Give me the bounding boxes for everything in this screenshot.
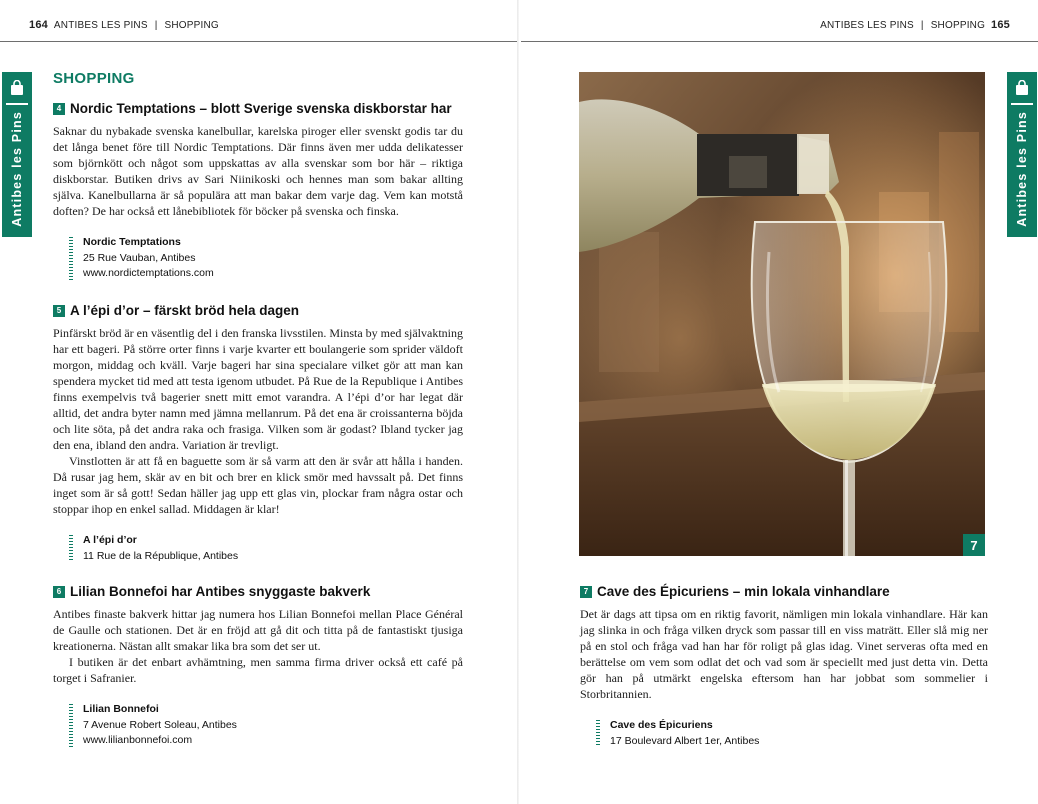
info-web-link[interactable]: www.nordictemptations.com	[83, 267, 214, 279]
section-title: SHOPPING	[53, 70, 135, 87]
running-head-right	[820, 19, 1010, 31]
photo-number-badge: 7	[963, 534, 985, 556]
header-section: ANTIBES LES PINS	[820, 20, 914, 31]
entry-heading	[580, 584, 988, 599]
header-rule	[0, 41, 517, 42]
info-block	[69, 235, 463, 282]
entry-nordic-temptations	[53, 101, 463, 282]
tab-label: Antibes les Pins	[1015, 111, 1029, 227]
entry-number-badge: 4	[53, 103, 65, 115]
entry-heading	[53, 303, 463, 318]
tab-divider	[6, 103, 28, 105]
header-separator: |	[154, 20, 158, 31]
info-address: 17 Boulevard Albert 1er, Antibes	[610, 734, 760, 747]
info-block	[69, 702, 463, 749]
entry-body	[53, 123, 463, 219]
paragraph: Det är dags att tipsa om en riktig favorit, nämligen min lokala vinhandlare. Här kan jag slinka in och fråga vilken dryck som passar till en viss maträtt. Eller slå mig ner på en stol och fråga vad han har för roligt på glas idag. Vinet serveras ofta med en berättelse om vem som odlat det och vad som är speciellt med just detta vin. Detta gör han på utmärkt engelska eftersom han har jobbat som sommelier i Storbritannien.	[580, 607, 988, 701]
entry-cave-des-epicuriens	[580, 584, 988, 749]
info-web-link[interactable]: www.lilianbonnefoi.com	[83, 734, 193, 746]
entry-title: Nordic Temptations – blott Sverige svenska diskborstar har	[70, 101, 452, 116]
header-category: SHOPPING	[164, 20, 219, 31]
paragraph: Pinfärskt bröd är en väsentlig del i den franska livsstilen. Minsta by med självaktning har ett bageri. På större orter finns i varje kvarter ett boulangerie som sprider väldoft morgon, middag och kväll. Varje bageri har sina specialare vilket gör att man kan spendera mycket tid med att testa igenom utbudet. På Rue de la Republique i Antibes finns exempelvis två bagerier snett mitt emot varandra. A l’épi d’or har legat där alltid, det andra byter namn med jämna mellanrum. På det ena är croissanterna böjda och lite söta, på det andra raka och frasiga. Vilken som är godast? Ibland tycker jag den ena, ibland den andra. Variation är trevligt.	[53, 326, 463, 452]
paragraph: Saknar du nybakade svenska kanelbullar, karelska piroger eller svenskt godis tar du det långa benet före till Nordic Temptations. Där finns även mer udda delikatesser som björnkött och något som uppskattas av alla svenskar som bor här – riktiga diskborstar. Butiken drivs av Sari Niinikoski och hennes man som bakar allting själva. Kanelbullarna är så populära att man bakar dem varje dag. Vem kan motstå doften? De har också ett lånebibliotek för böcker på svenska och finska.	[53, 124, 463, 218]
shopping-bag-icon	[1011, 77, 1033, 99]
entry-number-badge: 5	[53, 305, 65, 317]
paragraph: Antibes finaste bakverk hittar jag numera hos Lilian Bonnefoi mellan Place Général de Gaulle och stationen. Det är en fröjd att gå dit och titta på de fantastiskt tjusiga kreationerna. Nästan allt smakar lika bra som det ser ut.	[53, 607, 463, 653]
header-category: SHOPPING	[930, 20, 986, 31]
entry-title: Lilian Bonnefoi har Antibes snyggaste bakverk	[70, 584, 371, 599]
info-address: 7 Avenue Robert Soleau, Antibes	[83, 718, 237, 731]
wine-pour-photo	[579, 72, 985, 556]
entry-heading	[53, 101, 463, 116]
header-separator: |	[920, 20, 924, 31]
entry-heading	[53, 584, 463, 599]
running-head-left	[29, 19, 219, 31]
page-number: 164	[29, 19, 48, 31]
info-name: A l’épi d’or	[83, 534, 137, 546]
info-block	[69, 533, 463, 564]
entry-title: Cave des Épicuriens – min lokala vinhandlare	[597, 584, 890, 599]
entry-number-badge: 6	[53, 586, 65, 598]
header-section: ANTIBES LES PINS	[53, 20, 148, 31]
paragraph: Vinstlotten är att få en baguette som är så varm att den är svår att hålla i handen. Då rusar jag hem, skär av en bit och brer en klick smör med havssalt på. Det finns inget som är så gott! Sedan häller jag upp ett glas vin, plockar fram några ostar och stoppar ihop en enkel sallad. Middagen är klar!	[53, 454, 463, 516]
info-address: 25 Rue Vauban, Antibes	[83, 251, 196, 264]
shopping-bag-icon	[6, 77, 28, 99]
entry-a-lepi-dor	[53, 303, 463, 564]
entry-lilian-bonnefoi	[53, 584, 463, 749]
info-name: Nordic Temptations	[83, 236, 181, 248]
header-rule	[521, 41, 1038, 42]
tab-label: Antibes les Pins	[10, 111, 24, 227]
entry-body	[53, 606, 463, 686]
side-tab-right	[1007, 72, 1037, 237]
info-address: 11 Rue de la République, Antibes	[83, 549, 239, 562]
side-tab-left	[2, 72, 32, 237]
entry-body	[53, 325, 463, 517]
entry-title: A l’épi d’or – färskt bröd hela dagen	[70, 303, 300, 318]
page-number: 165	[991, 19, 1010, 31]
paragraph: I butiken är det enbart avhämtning, men samma firma driver också ett café på torget i Safranier.	[53, 655, 463, 685]
entry-body	[580, 606, 988, 702]
tab-divider	[1011, 103, 1033, 105]
info-name: Cave des Épicuriens	[610, 719, 713, 731]
info-block	[596, 718, 988, 749]
right-page	[519, 0, 1038, 804]
entry-number-badge: 7	[580, 586, 592, 598]
info-name: Lilian Bonnefoi	[83, 703, 159, 715]
